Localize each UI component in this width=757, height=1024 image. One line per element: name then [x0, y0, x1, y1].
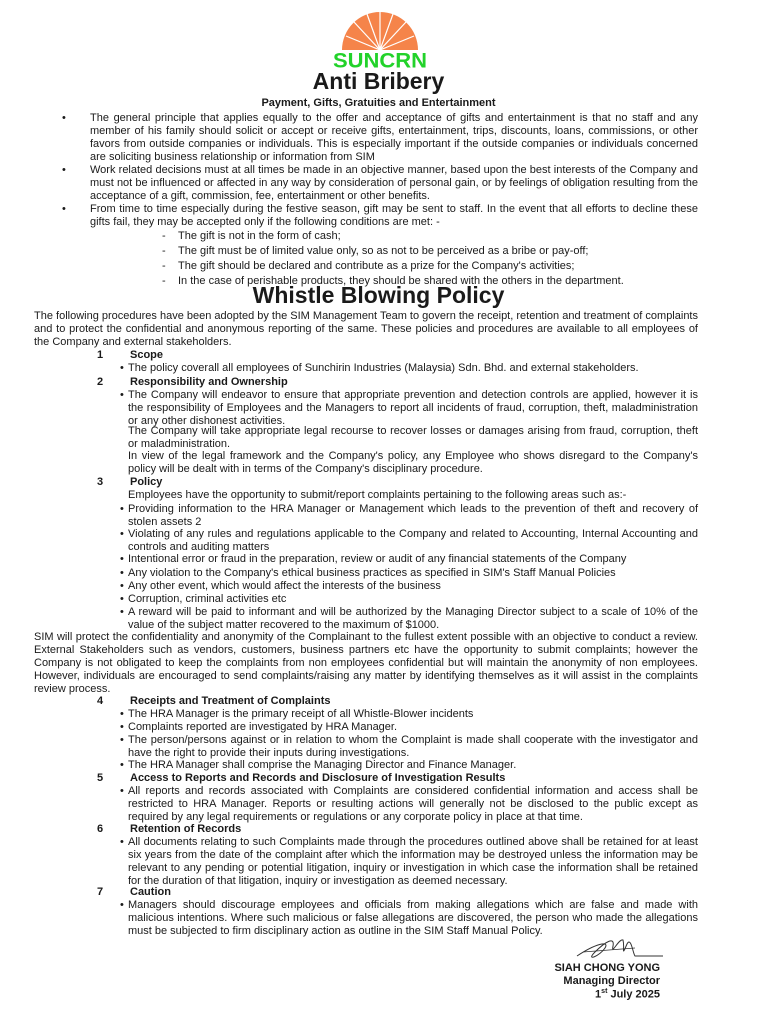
section-bullet: The person/persons against or in relation to whom the Complaint is made shall cooperate with the investigator and have the right to provide their inputs during investigations.: [128, 734, 698, 759]
condition-item: The gift should be declared and contribute as a prize for the Company's activities;: [178, 260, 575, 272]
section-number: 7: [97, 886, 104, 898]
section-bullet: Violating of any rules and regulations applicable to the Company and related to Accounting, Internal Accounting and controls and auditing matters: [128, 528, 698, 553]
policy-lead: Employees have the opportunity to submit/report complaints pertaining to the following areas such as:-: [128, 489, 627, 501]
bullet-marker: •: [120, 721, 124, 733]
bullet-marker: •: [120, 899, 124, 911]
section-bullet: All reports and records associated with Complaints are considered confidential information and access shall be restricted to HRA Manager. Reports or resulting actions will generally not be disclosed to the public except as required by any legal requirements or regulations or any corporate policy in place at that time.: [128, 785, 698, 823]
bullet-marker: •: [62, 164, 66, 176]
bullet-marker: •: [120, 567, 124, 579]
section-title: Access to Reports and Records and Disclosure of Investigation Results: [130, 772, 506, 784]
bullet-marker: •: [62, 112, 66, 124]
bullet-marker: •: [120, 785, 124, 797]
section-title: Scope: [130, 349, 164, 361]
section-number: 2: [97, 376, 104, 388]
date-day: 1: [595, 988, 602, 1001]
bullet-marker: •: [120, 836, 124, 848]
dash-marker: -: [162, 245, 166, 257]
section-title: Responsibility and Ownership: [130, 376, 288, 388]
condition-item: The gift is not in the form of cash;: [178, 230, 341, 242]
bullet-marker: •: [120, 503, 124, 515]
bullet-marker: •: [120, 759, 124, 771]
section-bullet: Providing information to the HRA Manager or Management which leads to the prevention of theft and recovery of stolen assets 2: [128, 503, 698, 528]
whistle-blowing-title: Whistle Blowing Policy: [252, 282, 505, 308]
anti-bribery-subtitle: Payment, Gifts, Gratuities and Entertainment: [261, 97, 496, 109]
section-number: 6: [97, 823, 104, 835]
section-number: 3: [97, 476, 104, 488]
condition-item: In the case of perishable products, they should be shared with the others in the department.: [178, 275, 624, 287]
whistle-intro: The following procedures have been adopted by the SIM Management Team to govern the receipt, retention and treatment of complaints and to protect the confidential and anonymous reporting of the same. These policies and procedures are available to all employees of the Company and external stakeholders.: [34, 310, 698, 348]
section-number: 4: [97, 695, 104, 707]
section-paragraph: In view of the legal framework and the Company's policy, any Employee who shows disregard to the Company's policy will be dealt with in terms of the Company's disciplinary procedure.: [128, 450, 698, 475]
section-bullet: Managers should discourage employees and officials from making allegations which are false and made with malicious intentions. Where such malicious or false allegations are discovered, the person who made the allegations must be subjected to firm disciplinary action as outline in the SIM Staff Manual Policy.: [128, 899, 698, 937]
bullet-marker: •: [120, 389, 124, 401]
bullet-marker: •: [120, 553, 124, 565]
signatory-role: Managing Director: [563, 975, 660, 987]
anti-bribery-title: Anti Bribery: [312, 68, 445, 94]
sun-icon: [322, 8, 438, 50]
bullet-marker: •: [120, 528, 124, 540]
bullet-marker: •: [120, 606, 124, 618]
section-bullet: The policy coverall all employees of Sunchirin Industries (Malaysia) Sdn. Bhd. and external stakeholders.: [128, 362, 639, 374]
protection-paragraph: SIM will protect the confidentiality and anonymity of the Complainant to the fullest extent possible with an objective to conduct a review. External Stakeholders such as vendors, customers, business partners etc have the opportunity to submit complaints; however the Company is not obligated to keep the complaints from non employees confidential but will maintain the anonymity of non employees. However, individuals are encouraged to send complaints/raising any matter by identifying themselves as it will assist in the complaints review process.: [34, 631, 698, 695]
section-title: Caution: [130, 886, 171, 898]
company-logo: [322, 8, 438, 73]
section-bullet: Intentional error or fraud in the preparation, review or audit of any financial statements of the Company: [128, 553, 627, 565]
section-bullet: Corruption, criminal activities etc: [128, 593, 287, 605]
dash-marker: -: [162, 230, 166, 242]
section-bullet: Any violation to the Company's ethical business practices as specified in SIM's Staff Manual Policies: [128, 567, 616, 579]
section-number: 5: [97, 772, 104, 784]
section-title: Policy: [130, 476, 163, 488]
section-bullet: The Company will endeavor to ensure that appropriate prevention and detection controls are applied, however it is the responsibility of Employees and the Managers to report all incidents of fraud, corruption, theft, maladministration or any other dishonest activities.: [128, 389, 698, 427]
section-bullet: A reward will be paid to informant and will be authorized by the Managing Director subject to a scale of 10% of the value of the subject matter recovered to the maximum of $1000.: [128, 606, 698, 631]
bullet-marker: •: [120, 362, 124, 374]
anti-bribery-bullet: The general principle that applies equally to the offer and acceptance of gifts and entertainment is that no staff and any member of his family should solicit or accept or receive gifts, entertainment, trips, discounts, loans, commissions, or other favors from outside companies or individuals. This is especially important if the outside companies or individuals concerned are soliciting business relationship or information from SIM: [90, 112, 698, 163]
logo-text: SUNCRN: [332, 48, 428, 73]
section-bullet: The HRA Manager is the primary receipt of all Whistle-Blower incidents: [128, 708, 474, 720]
signatory-name: SIAH CHONG YONG: [554, 962, 660, 974]
section-title: Receipts and Treatment of Complaints: [130, 695, 331, 707]
condition-item: The gift must be of limited value only, so as not to be perceived as a bribe or pay-off;: [178, 245, 589, 257]
dash-marker: -: [162, 275, 166, 287]
date-suffix: st: [601, 988, 608, 995]
section-bullet: Any other event, which would affect the interests of the business: [128, 580, 441, 592]
bullet-marker: •: [62, 203, 66, 215]
anti-bribery-bullet: Work related decisions must at all times be made in an objective manner, based upon the best interests of the Company and must not be influenced or affected in any way by consideration of personal gain, or by feelings of obligation resulting from the acceptance of a gift, commission, fee, entertainment or other benefits.: [90, 164, 698, 202]
anti-bribery-bullet: From time to time especially during the festive season, gift may be sent to staff. In the event that all efforts to decline these gifts fail, they may be accepted only if the following conditions are met: -: [90, 203, 698, 228]
bullet-marker: •: [120, 708, 124, 720]
section-bullet: Complaints reported are investigated by HRA Manager.: [128, 721, 398, 733]
bullet-marker: •: [120, 734, 124, 746]
dash-marker: -: [162, 260, 166, 272]
section-bullet: All documents relating to such Complaints made through the procedures outlined above shall be retained for at least six years from the date of the complaint after which the information may be destroyed unless the information may be relevant to any pending or potential litigation, inquiry or investigation in which case the information shall be retained for the duration of that litigation, inquiry or investigation as deemed necessary.: [128, 836, 698, 887]
section-bullet: The HRA Manager shall comprise the Managing Director and Finance Manager.: [128, 759, 517, 771]
bullet-marker: •: [120, 593, 124, 605]
section-number: 1: [97, 349, 104, 361]
date-rest: July 2025: [607, 988, 660, 1001]
section-title: Retention of Records: [130, 823, 242, 835]
section-paragraph: The Company will take appropriate legal recourse to recover losses or damages arising from fraud, corruption, theft or maladministration.: [128, 425, 698, 450]
bullet-marker: •: [120, 580, 124, 592]
signature-date: [520, 988, 660, 1001]
